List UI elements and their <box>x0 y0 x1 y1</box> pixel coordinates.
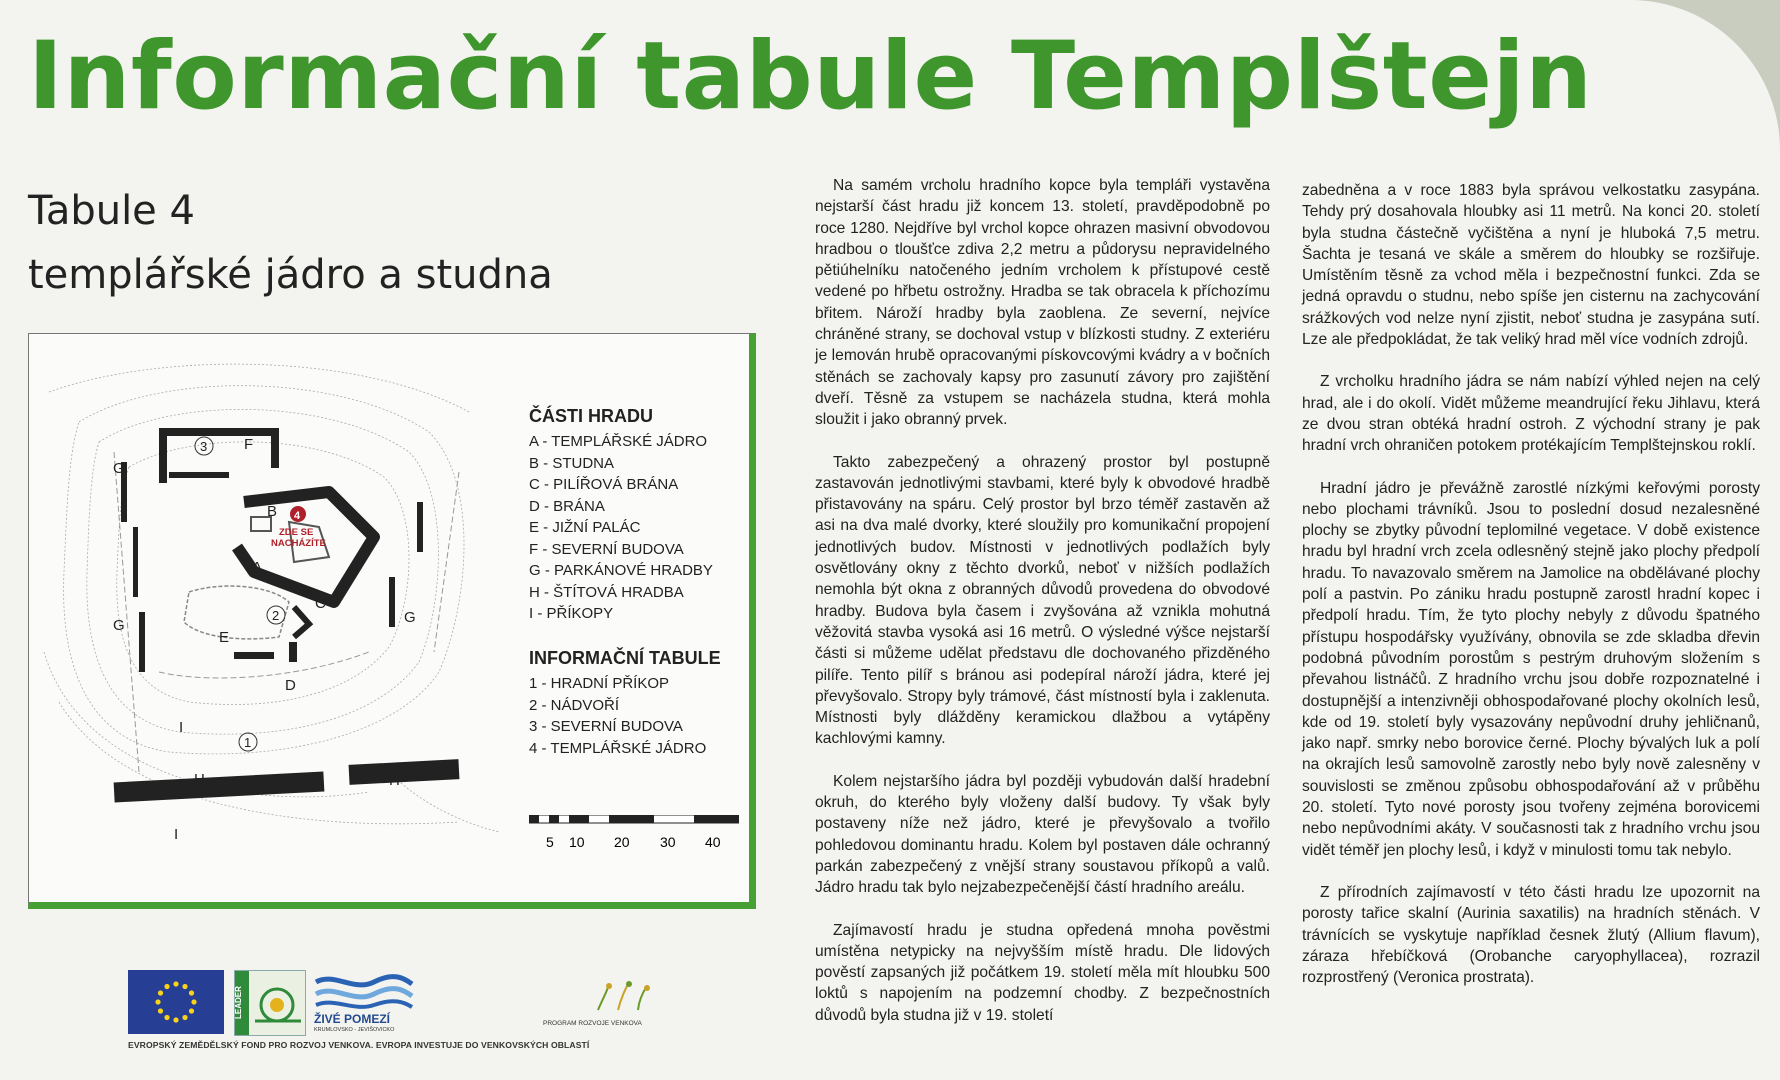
scale-label: 40 <box>705 834 721 850</box>
map-label-I-1: I <box>179 719 184 736</box>
paragraph: Kolem nejstaršího jádra byl později vybudován další hradební okruh, do kterého byly vloženy další budovy. Ty však byly postaveny níže než jádro, které je převyšovalo a tvořilo pohledovou dominantu hradu. Kolem byl postaven dále ochranný parkán zabezpečený z vnější strany soustavou příkopů a valů. Jádro hradu tak bylo nejzabezpečenější částí hradního areálu. <box>815 772 1270 897</box>
castle-part-item: I - PŘÍKOPY <box>529 605 614 622</box>
map-label-A: A <box>252 559 263 576</box>
paragraph: Z vrcholku hradního jádra se nám nabízí výhled nejen na celý hrad, ale i do okolí. Vidět můžeme meandrující řeku Jihlavu, která ze dvou stran obtéká hradní ostroh. Z východní strany je pak hradní vrch ohraničen potokem protékajícím Templštejnskou roklí. <box>1302 373 1760 455</box>
program-rozvoje-text: PROGRAM ROZVOJE VENKOVA <box>543 1020 642 1027</box>
map-scale-bar <box>529 812 749 848</box>
map-label-F: F <box>244 436 254 453</box>
board-topic: templářské jádro a studna <box>28 252 553 298</box>
map-label-n2: 2 <box>272 608 280 623</box>
eu-fund-caption: EVROPSKÝ ZEMĚDĚLSKÝ FOND PRO ROZVOJ VENKOVA. EVROPA INVESTUJE DO VENKOVSKÝCH OBLASTÍ <box>128 1040 590 1050</box>
paragraph: Takto zabezpečený a ohrazený prostor byl postupně zastavován jednotlivými stavbami, které byly k obvodové hradbě přistavovány na spáru. Celý prostor byl brzo téměř zastavěn až asi na dva malé dvorky, které sloužily pro komunikační propojení jednotlivých budov. Místnosti v jednotlivých podlažích byly osvětlovány okny z těchto dvorků, neboť v nižších podlažích nemohla být okna z obranných důvodů provedena do obvodové hradby. Budova byla časem i zvyšována až vznikla mohutná věžovitá stavba vysoká asi 16 metrů. O výsledné výšce nejstarší části si můžeme udělat představu dle dochovaného přizděného pilíře. Tento pilíř s bránou asi podepíral nároží jádra, které jej převyšovalo. Stropy byly trámové, část místností byla i zaklenuta. Místnosti byly dlážděny keramickou dlažbou a vytápěny kachlovými kamny. <box>815 453 1270 748</box>
castle-part-item: H - ŠTÍTOVÁ HRADBA <box>529 583 684 601</box>
info-board-item: 3 - SEVERNÍ BUDOVA <box>529 718 683 735</box>
map-label-G-2: G <box>113 617 125 634</box>
scale-label: 5 <box>546 834 554 850</box>
castle-part-item: C - PILÍŘOVÁ BRÁNA <box>529 476 679 493</box>
paragraph: zabedněna a v roce 1883 byla správou velkostatku zasypána. Tehdy prý dosahovala hloubky asi 11 metrů. Na konci 20. století byla studna částečně vyčištěna a nyní je hluboká 7,5 metru. Šachta je tesaná ve skále a směrem do hloubky se rozšiřuje. Umístěním těsně za vchod měla i bezpečnostní funkci. Zda se jedná opravdu o studnu, nebo spíše jen cisternu na zachycování srážkových vod nelze nyní zjistit, neboť studna je zasypána sutí. Lze ale předpokládat, že tak veliký hrad měl více vodních zdrojů. <box>1302 182 1760 349</box>
waves-icon <box>314 972 414 1010</box>
map-label-n4: 4 <box>294 510 301 522</box>
program-rozvoje-emblem-icon <box>543 976 693 1016</box>
info-boards-heading: INFORMAČNÍ TABULE <box>529 648 721 668</box>
info-board-item: 4 - TEMPLÁŘSKÉ JÁDRO <box>529 739 707 757</box>
scale-label: 20 <box>614 834 630 850</box>
zive-pomezi-text: ŽIVÉ POMEZÍ <box>314 1012 391 1026</box>
scale-bar-graphic <box>529 815 739 825</box>
text-column-2 <box>1302 180 1760 1009</box>
sponsor-logos <box>128 966 688 1056</box>
map-label-B: B <box>267 503 278 520</box>
text-column-1 <box>815 175 1270 1047</box>
info-board-item: 2 - NÁDVOŘÍ <box>529 696 620 714</box>
leader-text: LEADER <box>234 986 243 1019</box>
castle-part-item: G - PARKÁNOVÉ HRADBY <box>529 562 713 579</box>
zive-pomezi-logo <box>314 972 414 1032</box>
castle-part-item: B - STUDNA <box>529 454 615 472</box>
eu-stars-icon <box>128 970 224 1034</box>
scale-labels <box>529 830 749 848</box>
leader-emblem-icon <box>235 971 305 1035</box>
castle-parts-legend <box>529 406 713 625</box>
castle-part-item: F - SEVERNÍ BUDOVA <box>529 540 684 558</box>
info-boards-legend <box>529 648 721 759</box>
map-label-H-2: H <box>389 772 400 789</box>
map-label-D: D <box>285 677 296 694</box>
map-label-I-2: I <box>174 826 179 843</box>
castle-part-item: E - JIŽNÍ PALÁC <box>529 519 641 536</box>
leader-logo <box>234 970 306 1036</box>
map-label-n1: 1 <box>244 735 252 750</box>
paragraph: Hradní jádro je převážně zarostlé nízkými keřovými porosty nebo plochami trávníků. Jsou to poslední dosud nezalesněné plochy se zbytky původní teplomilné vegetace. V době existence hradu byl hradní vrch zcela odlesněný stejně jako plochy předpolí hradu. To navazovalo směrem na Jamolice na obdělávané plochy polí a pastvin. Po zániku hradu postupně zarostl hradní kopec i předpolí hradu. Tím, že tyto plochy nebyly z důvodu špatného přístupu hospodářsky využívány, obnovila se zde skladba dřevin podobná původním porostům s pestrým druhovým složením s převahou listnáčů. Z hradního vrchu jsou dobře rozpoznatelné i dostupnější a intenzivněji obhospodařované plochy okolních lesů, kde od 19. století byly vysazovány nepůvodní druhy jehličnanů, jako např. smrky nebo borovice černé. Plochy bývalých luk a polí na okrajích lesů samovolně zarostly nebo byly nově zalesněny v souvislosti se změnou způsobu obhospodařování až v průběhu 20. století. Tyto nové porosty jsou tvořeny zejména borovicemi nebo nepůvodními akáty. V současnosti tak z hradního vrchu jsou vidět téměř jen plochy lesů, i když v minulosti tomu tak nebylo. <box>1302 479 1760 859</box>
castle-plan <box>28 333 756 909</box>
info-board-item: 1 - HRADNÍ PŘÍKOP <box>529 675 670 692</box>
castle-plan-drawing <box>39 352 509 852</box>
map-label-E: E <box>219 629 230 646</box>
castle-parts-heading: ČÁSTI HRADU <box>529 406 653 426</box>
paragraph: Zajímavostí hradu je studna opředená mnoha pověstmi umístěna netypicky na nejvyšším místě hradu. Dle lidových pověstí zapsaných již počátkem 19. století měla mít hloubku 500 loktů s napojením na podzemní chodby. Z bezpečnostních důvodů byla studna již v 19. století <box>815 921 1270 1024</box>
map-here-line1: ZDE SE <box>279 527 314 538</box>
paragraph: Z přírodních zajímavostí v této části hradu lze upozornit na porosty tařice skalní (Aurinia saxatilis) na hradních stěnách. V trávnících se vyskytuje například česnek žlutý (Allium flavum), záraza hřebíčková (Orobanche caryophyllacea), rozrazil rozprostřený (Veronica prostrata). <box>1302 883 1760 987</box>
board-title: Informační tabule Templštejn <box>28 22 1593 131</box>
board-number: Tabule 4 <box>28 188 195 234</box>
map-label-H-1: H <box>194 771 205 788</box>
zive-pomezi-subtext: KRUMLOVSKO - JEVIŠOVICKO <box>314 1027 395 1033</box>
scale-label: 10 <box>569 834 585 850</box>
map-label-G-1: G <box>113 460 125 477</box>
scale-label: 30 <box>660 834 676 850</box>
map-here-line2: NACHÁZÍTE <box>271 538 326 549</box>
map-label-G-3: G <box>404 609 416 626</box>
map-label-C: C <box>315 595 326 612</box>
paragraph: Na samém vrcholu hradního kopce byla templáři vystavěna nejstarší část hradu již koncem 13. století, pravděpodobně po roce 1280. Nejdříve byl vrchol kopce ohrazen masivní obvodovou hradbou o tloušťce zdiva 2,2 metru a půdorysu nepravidelného pětiúhelníku natočeného jedním vrcholem k přístupové cestě vedené po hřbetu ostrožny. Hradba se tak obracela k příchozímu břitem. Nároží hradby byla zaoblena. Ze severní, nejvíce chráněné strany, se dochoval vstup v blízkosti studny. Z exteriéru je lemován hrubě opracovanými pískovcovými kvádry a v bočních stěnách se zachovaly kapsy pro zasunutí závory pro zajištění dveří. Těsně za vstupem se nacházela studna, která mohla sloužit i jako obranný prvek. <box>815 177 1270 429</box>
program-rozvoje-logo <box>543 976 693 1036</box>
castle-part-item: D - BRÁNA <box>529 497 605 515</box>
map-label-n3: 3 <box>200 439 208 454</box>
eu-flag-logo <box>128 970 224 1034</box>
castle-part-item: A - TEMPLÁŘSKÉ JÁDRO <box>529 433 708 450</box>
